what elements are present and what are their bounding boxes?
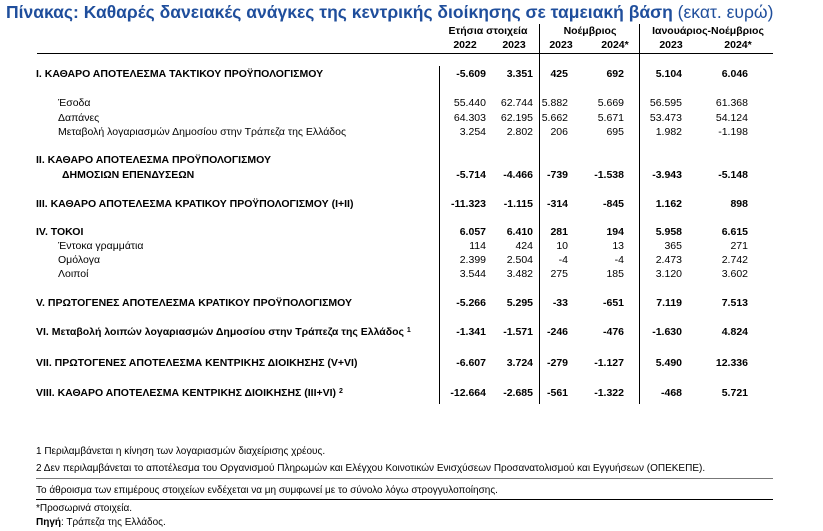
table-cell: 898 (730, 198, 748, 210)
table-cell: 4.824 (721, 326, 748, 338)
footnote-1: 1 Περιλαμβάνεται η κίνηση των λογαριασμών διαχείρισης χρέους. (36, 446, 326, 457)
table-cell: -1.630 (652, 326, 682, 338)
table-cell: 5.958 (655, 226, 682, 238)
row-label (36, 154, 271, 167)
table-cell: 55.440 (453, 97, 486, 109)
table-cell: -4 (558, 254, 568, 266)
row-label (36, 68, 323, 81)
table-cell: 1.982 (655, 126, 682, 138)
table-cell: 2.504 (506, 254, 533, 266)
header-group-jan-nov: Ιανουάριος-Νοέμβριος (652, 25, 764, 37)
provisional-note: *Προσωρινά στοιχεία. (36, 503, 133, 514)
row-label-text: Έντοκα γραμμάτια (58, 240, 144, 252)
table-cell: -2.685 (503, 387, 533, 399)
header-year: 2024* (601, 39, 629, 51)
table-cell: -314 (546, 198, 568, 210)
row-label (36, 226, 83, 239)
table-cell: 6.057 (459, 226, 486, 238)
table-cell: -1.115 (503, 198, 533, 210)
table-cell: 185 (606, 268, 624, 280)
row-label-text: III. ΚΑΘΑΡΟ ΑΠΟΤΕΛΕΣΜΑ ΚΡΑΤΙΚΟΥ ΠΡΟΫΠΟΛΟΓΙΣΜΟΥ (I+II) (36, 198, 354, 210)
table-cell: -5.266 (456, 297, 486, 309)
row-label-text: V. ΠΡΩΤΟΓΕΝΕΣ ΑΠΟΤΕΛΕΣΜΑ ΚΡΑΤΙΚΟΥ ΠΡΟΫΠΟΛΟΓΙΣΜΟΥ (36, 297, 353, 309)
header-year: 2023 (659, 39, 683, 51)
table-cell: 3.482 (506, 268, 533, 280)
header-rule (37, 53, 773, 54)
table-cell: 13 (612, 240, 624, 252)
source-text: : Τράπεζα της Ελλάδος. (61, 517, 166, 528)
row-label (58, 112, 99, 125)
header-group-november: Νοέμβριος (563, 25, 617, 37)
header-year: 2023 (502, 39, 526, 51)
page-title (6, 0, 823, 24)
table-cell: -33 (552, 297, 568, 309)
table-cell: -246 (546, 326, 568, 338)
table-cell: 6.410 (506, 226, 533, 238)
row-label-text: Έσοδα (58, 97, 91, 109)
table-cell: 3.254 (459, 126, 486, 138)
table-cell: -5.609 (456, 68, 486, 80)
row-label-text: VII. ΠΡΩΤΟΓΕΝΕΣ ΑΠΟΤΕΛΕΣΜΑ ΚΕΝΤΡΙΚΗΣ ΔΙΟΙΚΗΣΗΣ (V+VI) (36, 357, 358, 369)
row-label-text: IV. ΤΟΚΟΙ (36, 226, 84, 238)
table-cell: 54.124 (715, 112, 748, 124)
table-cell: 62.744 (500, 97, 533, 109)
table-cell: 5.104 (655, 68, 682, 80)
table-cell: 365 (664, 240, 682, 252)
footnote-2: 2 Δεν περιλαμβάνεται το αποτέλεσμα του Οργανισμού Πληρωμών και Ελέγχου Κοινοτικών Ενισχύσεων Προσανατολισμού και Εγγυήσεων (ΟΠΕΚΕΠΕ). (36, 463, 706, 474)
row-label (58, 240, 143, 253)
table-cell: -468 (660, 387, 682, 399)
source-label: Πηγή (36, 517, 61, 528)
table-cell: 206 (550, 126, 568, 138)
table-cell: 3.724 (506, 357, 533, 369)
table-cell: 10 (556, 240, 568, 252)
table-cell: -739 (546, 169, 568, 181)
table-cell: 64.303 (453, 112, 486, 124)
row-label (36, 198, 353, 211)
notes-divider (36, 478, 773, 479)
table-cell: -6.607 (456, 357, 486, 369)
table-cell: 2.399 (459, 254, 486, 266)
row-label-text: Ομόλογα (58, 254, 101, 266)
table-cell: 2.802 (506, 126, 533, 138)
row-label (36, 357, 357, 370)
footnote-marker: 2 (338, 388, 343, 395)
table-cell: 3.351 (506, 68, 533, 80)
row-label (36, 297, 352, 310)
table-cell: 5.721 (721, 387, 748, 399)
row-label-text: VIII. ΚΑΘΑΡΟ ΑΠΟΤΕΛΕΣΜΑ ΚΕΝΤΡΙΚΗΣ ΔΙΟΙΚΗΣΗΣ (III+VI) (36, 387, 337, 399)
row-label (58, 126, 346, 139)
row-label-text: Δαπάνες (58, 112, 100, 124)
table-cell: 5.669 (597, 97, 624, 109)
header-year: 2024* (724, 39, 752, 51)
table-cell: 5.490 (655, 357, 682, 369)
table-cell: 6.615 (721, 226, 748, 238)
row-label-text: Λοιποί (58, 268, 89, 280)
table-cell: -1.538 (594, 169, 624, 181)
table-cell: -476 (602, 326, 624, 338)
table-cell: 3.544 (459, 268, 486, 280)
row-label (36, 387, 343, 400)
table-cell: 5.295 (506, 297, 533, 309)
header-group-annual: Ετήσια στοιχεία (448, 25, 528, 37)
row-label (58, 268, 88, 281)
footnote-marker: 1 (406, 327, 411, 334)
table-cell: 3.602 (721, 268, 748, 280)
table-cell: 61.368 (715, 97, 748, 109)
table-cell: -1.198 (718, 126, 748, 138)
notes-divider (36, 499, 773, 500)
table-cell: 2.473 (655, 254, 682, 266)
table-cell: -1.322 (594, 387, 624, 399)
table-cell: 6.046 (721, 68, 748, 80)
table-cell: -845 (602, 198, 624, 210)
table-cell: 3.120 (655, 268, 682, 280)
table-cell: -12.664 (450, 387, 486, 399)
title-main: Πίνακας: Καθαρές δανειακές ανάγκες της κεντρικής διοίκησης σε ταμειακή βάση (6, 2, 673, 22)
table-cell: 281 (550, 226, 568, 238)
table-cell: -1.341 (456, 326, 486, 338)
header-year: 2022 (453, 39, 477, 51)
table-cell: 425 (550, 68, 568, 80)
rounding-note: Το άθροισμα των επιμέρους στοιχείων ενδέχεται να μη συμφωνεί με το σύνολο λόγω στρογγυλοποίησης. (36, 485, 498, 496)
table-cell: 275 (550, 268, 568, 280)
table-cell: 114 (469, 240, 486, 252)
table-cell: 2.742 (721, 254, 748, 266)
table-cell: 424 (515, 240, 533, 252)
table-cell: 62.195 (500, 112, 533, 124)
table-cell: -561 (546, 387, 568, 399)
table-cell: 7.119 (656, 297, 682, 309)
table-cell: -1.571 (503, 326, 533, 338)
table-cell: 692 (606, 68, 624, 80)
table-cell: -5.148 (718, 169, 748, 181)
row-label-text: I. ΚΑΘΑΡΟ ΑΠΟΤΕΛΕΣΜΑ ΤΑΚΤΙΚΟΥ ΠΡΟΫΠΟΛΟΓΙΣΜΟΥ (36, 68, 324, 80)
table-cell: 695 (606, 126, 624, 138)
table-cell: -11.323 (450, 198, 486, 210)
table-cell: 12.336 (715, 357, 748, 369)
row-label-text: II. ΚΑΘΑΡΟ ΑΠΟΤΕΛΕΣΜΑ ΠΡΟΫΠΟΛΟΓΙΣΜΟΥ (36, 154, 271, 166)
header-year: 2023 (549, 39, 573, 51)
table-cell: -279 (546, 357, 568, 369)
table-cell: 194 (606, 226, 624, 238)
table-cell: 271 (730, 240, 748, 252)
row-label-text: VI. Μεταβολή λοιπών λογαριασμών Δημοσίου στην Τράπεζα της Ελλάδος (36, 326, 404, 338)
table-cell: 56.595 (649, 97, 682, 109)
table-cell: -3.943 (652, 169, 682, 181)
table-cell: 5.662 (541, 112, 568, 124)
table-cell: 7.513 (721, 297, 748, 309)
table-cell: 5.671 (597, 112, 624, 124)
title-unit: (εκατ. ευρώ) (677, 2, 774, 22)
table-cell: -651 (602, 297, 624, 309)
table-cell: 53.473 (649, 112, 682, 124)
table-cell: 5.882 (541, 97, 568, 109)
table-cell: -4.466 (503, 169, 533, 181)
row-label (58, 254, 100, 267)
row-label (58, 97, 90, 110)
row-label-text: Μεταβολή λογαριασμών Δημοσίου στην Τράπεζα της Ελλάδος (58, 126, 347, 138)
table-cell: -5.714 (456, 169, 486, 181)
column-separator (639, 24, 640, 404)
table-cell: -4 (614, 254, 624, 266)
row-label-continuation: ΔΗΜΟΣΙΩΝ ΕΠΕΝΔΥΣΕΩΝ (62, 169, 195, 181)
column-separator (539, 24, 540, 404)
table-cell: -1.127 (594, 357, 624, 369)
table-cell: 1.162 (655, 198, 682, 210)
row-label (36, 326, 411, 339)
source-note (36, 516, 166, 529)
